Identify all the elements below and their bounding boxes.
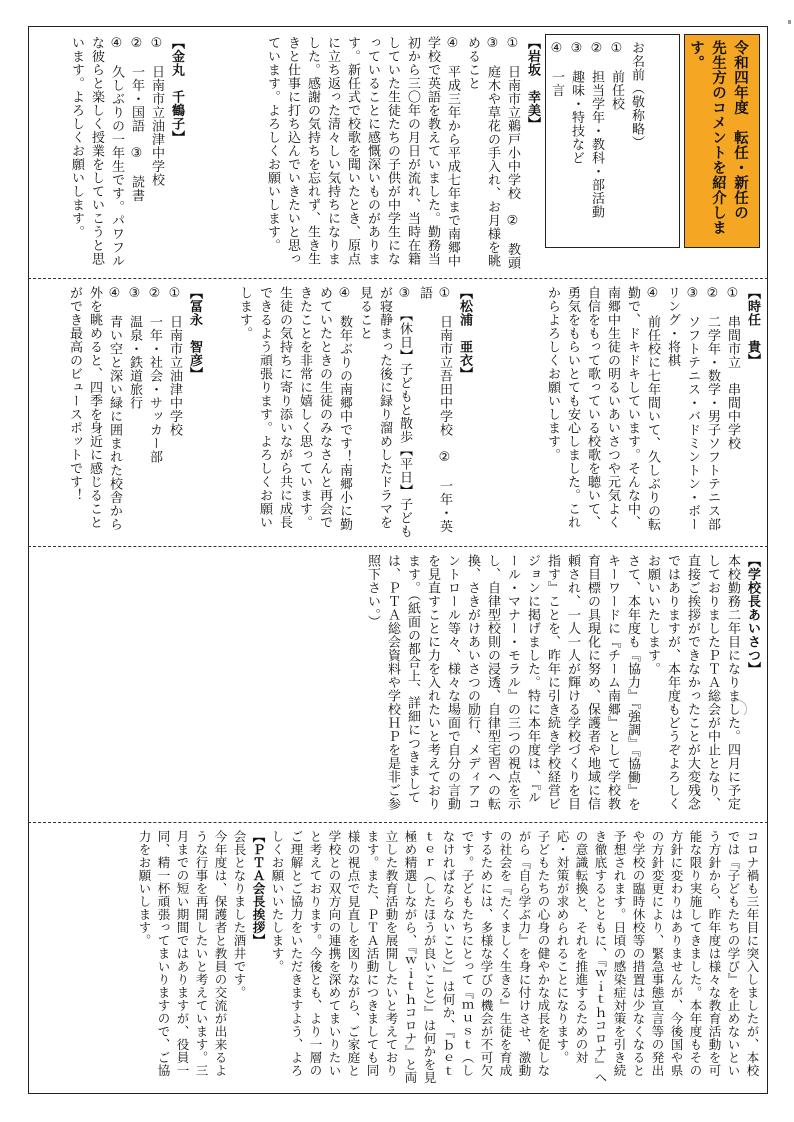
teacher-answer: ④ 久しぶりの一年生です。パワフルな彼らと楽しく授業をしていこうと思います。よろしくお願いします。 bbox=[69, 36, 124, 268]
teacher-answer: ③ 温泉・鉄道旅行 bbox=[127, 286, 142, 410]
teacher-answer: ④ 数年ぶりの南郷中です！南郷小に勤めていたときの生徒のみなさんと再会できたことを非常に嬉しく思っています。生徒の気持ちに寄り添いながら共に成長できるよう頑張ります。よろしくお願いします。 bbox=[237, 286, 352, 531]
teacher-name: 【冨永 智彦】 bbox=[187, 286, 202, 381]
teacher-answer: ③ ソフトテニス・バドミントン・ボーリング・将棋 bbox=[665, 286, 700, 531]
section-divider bbox=[28, 278, 768, 279]
teacher-answer: ① 日南市立鵜戸小中学校 ② 教頭 bbox=[505, 36, 520, 270]
legend-item: ④ 一言 bbox=[549, 41, 564, 97]
teacher-name: 【金丸 千鶴子】 bbox=[169, 36, 184, 144]
scan-mark bbox=[729, 700, 747, 718]
teacher-iwasaka bbox=[188, 36, 542, 272]
teacher-name: 【岩坂 幸美】 bbox=[525, 36, 540, 131]
principal-greeting-part2 bbox=[36, 830, 762, 1088]
teacher-matsuura bbox=[208, 286, 474, 540]
teacher-answer: ① 串間市立 串間中学校 bbox=[725, 286, 740, 450]
teacher-kanemaru bbox=[36, 36, 186, 272]
legend-text bbox=[546, 35, 652, 246]
teacher-tominaga bbox=[36, 286, 204, 540]
teacher-answer: ② 二学年・数学・男子ソフトテニス部 bbox=[705, 286, 720, 531]
pta-heading: 【ＰＴＡ会長挨拶】 bbox=[251, 830, 266, 947]
teacher-answer: ④ 青い空と深い緑に囲まれた校舎から外を眺めると、四季を身近に感じることができ最高のビュースポットです！ bbox=[67, 286, 122, 531]
title-line: 令和四年度 転任・新任の bbox=[732, 40, 748, 220]
teacher-answer: ④ 平成三年から平成七年まで南郷中学校で英語を教えていました。勤務当初から三〇年の月日が流れ、当時在籍していた生徒たちの子供が中学生になっていることに感慨深いものがあります。新任式で校歌を聞いたとき、原点に立ち返った清々しい気持ちになりました。感謝の気持ちを忘れず、生き生きと仕事に打ち込んでいきたいと思っています。よろしくお願いします。 bbox=[265, 36, 460, 268]
principal-paragraph: 子どもたちの心身の健やかな成長を促しながら『自ら学ぶ力』を身に付けさせ、激動の社会を『たくましく生きる』生徒を育成するためには、多様な学びの機会が不可欠です。子どもたちにとって『ｍｕｓｔ（しなければならないこと）』は何か、『ｂｅｔｔｅｒ（したほうが良いこと）』は何かを見極め精選しながら、『ｗｉｔｈコロナ』と両立した教育活動を展開したいと考えております。また、ＰＴＡ活動につきましても同様の視点で見直しを図りながら、ご家庭と学校との双方向の連携を深めてまいりたいと考えております。今後とも、より一層のご理解とご協力をいただきますよう、よろしくお願いいたします。 bbox=[270, 830, 551, 1084]
legend-box bbox=[545, 34, 680, 248]
teacher-answer: ② 一年・国語 ③ 読書 bbox=[129, 36, 144, 202]
teacher-answer: ① 日南市立油津中学校 bbox=[167, 286, 182, 437]
page-title bbox=[685, 35, 757, 245]
teacher-answer: ④ 前任校に七年間いて、久しぶりの転勤で、ドキドキしています。そんな中、南郷中生徒の明るいあいさつや元気よく自信をもって歌っている校歌を聴いて、勇気をもらいとても安心しました。これからよろしくお願いします。 bbox=[545, 286, 660, 531]
principal-heading: 【学校長あいさつ】 bbox=[745, 554, 760, 676]
pta-paragraph: 会長となりました酒井です。 bbox=[232, 830, 247, 999]
teacher-answer: ③ 庭木や草花の手入れ、お月様を眺めること bbox=[465, 36, 500, 268]
teacher-answer: ① 日南市立吾田中学校 ② 一年・英語 bbox=[417, 286, 452, 533]
section-divider bbox=[28, 546, 768, 547]
teacher-answer: ③ 【休日】子どもと散歩【平日】子どもが寝静まった後に録り溜めしたドラマを見ること bbox=[357, 286, 412, 538]
teacher-answer: ① 日南市立油津中学校 bbox=[149, 36, 164, 187]
teacher-answer: ② 一年・社会・サッカー部 bbox=[147, 286, 162, 464]
pta-paragraph: 今年度は、保護者と教員の交流が出来るような行事を再開したいと考えています。三月までの短い期間ではありますが、役員一同、精一杯頑張ってまいりますので、ご協力をお願いします。 bbox=[137, 830, 228, 1077]
principal-greeting-part1 bbox=[36, 554, 762, 816]
section-divider bbox=[28, 822, 768, 823]
teacher-name: 【時任 貴】 bbox=[745, 286, 760, 367]
title-line: 先生方のコメントを紹介します。 bbox=[688, 40, 726, 235]
teacher-name: 【松浦 亜衣】 bbox=[457, 286, 472, 381]
principal-paragraph: 本校勤務二年目になりました。四月に予定しておりましたＰＴＡ総会が中止となり、直接ご挨拶ができなかったことが大変残念ではありますが、本年度もどうぞよろしくお願いいたします。 bbox=[645, 554, 740, 811]
legend-item: ① 前任校 bbox=[609, 41, 624, 111]
principal-paragraph: さて、本年度も『協力』『強調』『協働』をキーワードに『チーム南郷』として学校教育目標の具現化に努め、保護者や地域に信頼され、一人一人が輝ける学校づくりを目指す』ことを、昨年に引き続き学校経営ビジョンに掲げました。特に本年度は、『ルール・マナー・モラル』の三つの視点を示し、自律型校則の浸透、自律型宅習への転換、さきがけあいさつの励行、メディアコントロール等々、様々な場面で自分の言動を見直すことに力を入れたいと考えております。（紙面の都合上、詳細につきましては、ＰＴＡ総会資料や学校ＨＰを是非ご参照下さい。） bbox=[365, 554, 640, 811]
title-box bbox=[684, 34, 760, 248]
legend-item: ② 担当学年・教科・部活動 bbox=[589, 41, 604, 219]
corner-mark bbox=[788, 20, 791, 24]
teacher-tokito bbox=[478, 286, 762, 540]
principal-paragraph: コロナ禍も三年目に突入しましたが、本校では『子どもたちの学び』を止めないという方針から、昨年度は様々な教育活動を可能な限り実施してきました。本年度もその方針に変わりはありませんが、今後国や県の方針変更により、緊急事態宣言等の発出や学校の臨時休校等の措置は少なくなると予想されます。日頃の感染症対策を引き続き徹底するとともに、『ｗｉｔｈコロナ』への意識転換と、それを推進するための対応・対策が求められることになります。 bbox=[555, 830, 760, 1084]
legend-item: お名前（敬称略） bbox=[629, 41, 644, 149]
legend-item: ③ 趣味・特技など bbox=[569, 41, 584, 165]
